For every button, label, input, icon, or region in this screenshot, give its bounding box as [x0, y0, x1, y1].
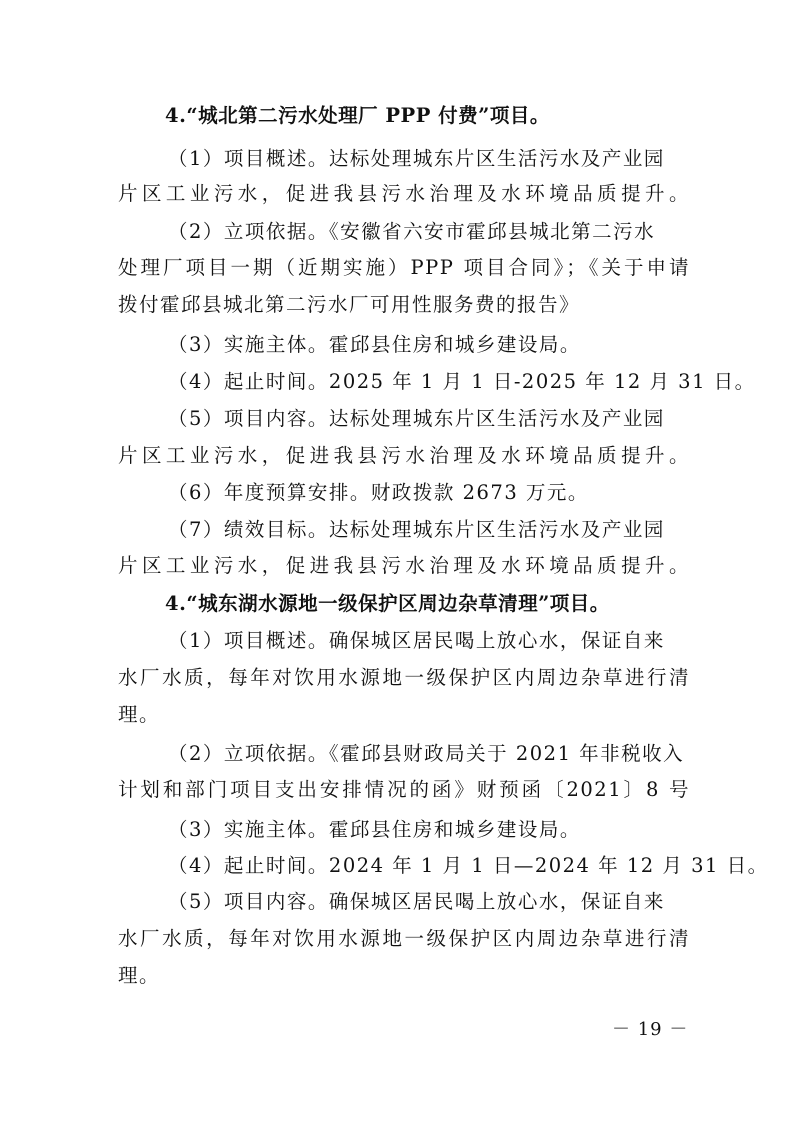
section1-basis-line1: （2）立项依据。《安徽省六安市霍邱县城北第二污水: [168, 220, 656, 243]
section2-content-line2: 水厂水质，每年对饮用水源地一级保护区内周边杂草进行清: [118, 927, 690, 950]
section1-overview-line2: 片区工业污水，促进我县污水治理及水环境品质提升。: [118, 182, 690, 205]
section2-basis-line2: 计划和部门项目支出安排情况的函》财预函〔2021〕8 号: [118, 778, 690, 801]
section2-content-line3: 理。: [118, 964, 161, 987]
section1-content-line1: （5）项目内容。达标处理城东片区生活污水及产业园: [168, 407, 665, 430]
section2-content-line1: （5）项目内容。确保城区居民喝上放心水，保证自来: [168, 890, 665, 913]
section1-budget: （6）年度预算安排。财政拨款 2673 万元。: [168, 481, 589, 504]
section2-basis-line1: （2）立项依据。《霍邱县财政局关于 2021 年非税收入: [168, 742, 685, 765]
section2-heading: 4.“城东湖水源地一级保护区周边杂草清理”项目。: [165, 592, 610, 615]
section2-overview-line1: （1）项目概述。确保城区居民喝上放心水，保证自来: [168, 629, 665, 652]
page-number: － 19 －: [612, 1019, 689, 1040]
section1-content-line2: 片区工业污水，促进我县污水治理及水环境品质提升。: [118, 444, 690, 467]
section1-entity: （3）实施主体。霍邱县住房和城乡建设局。: [168, 333, 581, 356]
section2-entity: （3）实施主体。霍邱县住房和城乡建设局。: [168, 818, 581, 841]
section1-heading: 4.“城北第二污水处理厂 PPP 付费”项目。: [165, 104, 550, 127]
section2-period: （4）起止时间。2024 年 1 月 1 日—2024 年 12 月 31 日。: [168, 854, 769, 877]
section1-basis-line3: 拨付霍邱县城北第二污水厂可用性服务费的报告》: [118, 293, 581, 316]
section1-target-line2: 片区工业污水，促进我县污水治理及水环境品质提升。: [118, 554, 690, 577]
section1-period: （4）起止时间。2025 年 1 月 1 日-2025 年 12 月 31 日。: [168, 370, 756, 393]
section1-target-line1: （7）绩效目标。达标处理城东片区生活污水及产业园: [168, 518, 665, 541]
section1-overview-line1: （1）项目概述。达标处理城东片区生活污水及产业园: [168, 147, 665, 170]
section2-overview-line2: 水厂水质，每年对饮用水源地一级保护区内周边杂草进行清: [118, 666, 690, 689]
section1-basis-line2: 处理厂项目一期（近期实施）PPP 项目合同》；《关于申请: [118, 256, 690, 279]
section2-overview-line3: 理。: [118, 703, 161, 726]
